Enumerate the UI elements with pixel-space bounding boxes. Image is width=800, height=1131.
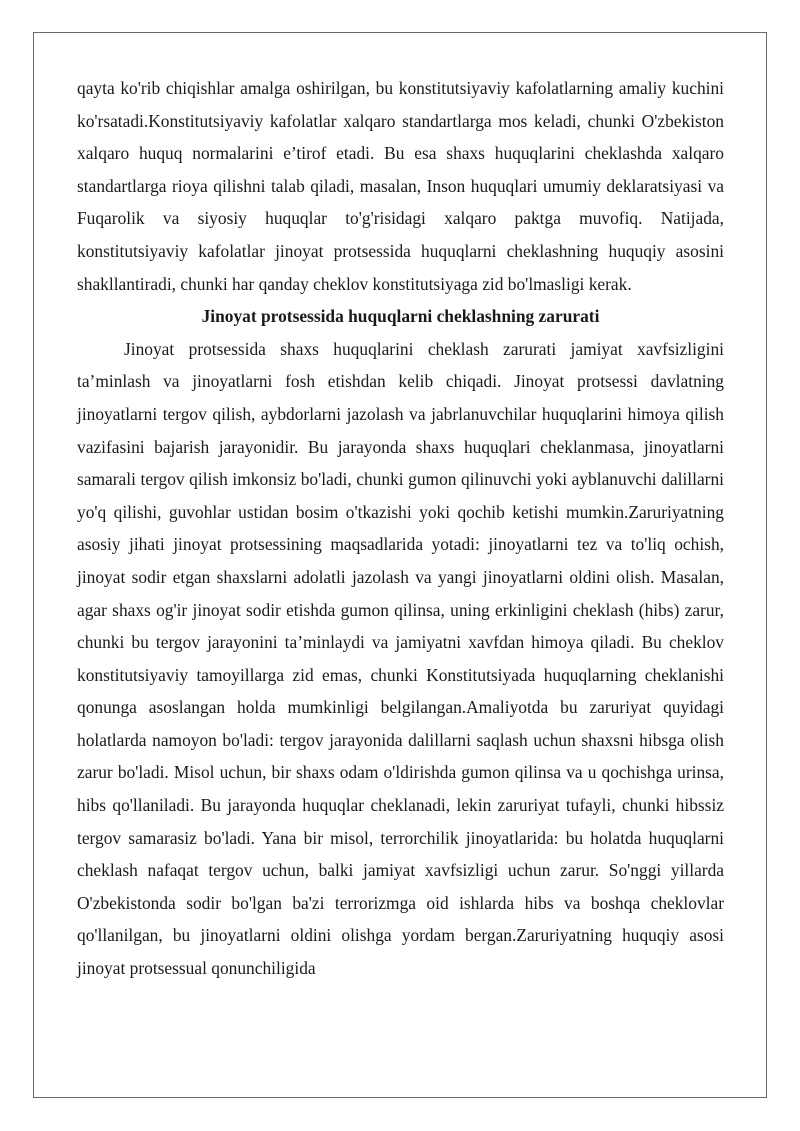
paragraph-constitutional-guarantees: qayta ko'rib chiqishlar amalga oshirilgan, bu konstitutsiyaviy kafolatlarning amaliy kuchini ko'rsatadi.Konstitutsiyaviy kafolatlar xalqaro standartlarga mos keladi, chunki O'zbekiston xalqaro huquq normalarini e’tirof etadi. Bu esa shaxs huquqlarini cheklashda xalqaro standartlarga rioya qilishni talab qiladi, masalan, Inson huquqlari umumiy deklaratsiyasi va Fuqarolik va siyosiy huquqlar to'g'risidagi xalqaro paktga muvofiq. Natijada, konstitutsiyaviy kafolatlar jinoyat protsessida huquqlarni cheklashning huquqiy asosini shakllantiradi, chunki har qanday cheklov konstitutsiyaga zid bo'lmasligi kerak. (77, 78, 724, 294)
document-body (77, 72, 724, 985)
paragraph-necessity-of-restriction: Jinoyat protsessida shaxs huquqlarini cheklash zarurati jamiyat xavfsizligini ta’minlash va jinoyatlarni fosh etishdan kelib chiqadi. Jinoyat protsessi davlatning jinoyatlarni tergov qilish, aybdorlarni jazolash va jabrlanuvchilar huquqlarini himoya qilish vazifasini bajarish jarayonidir. Bu jarayonda shaxs huquqlari cheklanmasa, jinoyatlarni samarali tergov qilish imkonsiz bo'ladi, chunki gumon qilinuvchi yoki ayblanuvchi dalillarni yo'q qilishi, guvohlar ustidan bosim o'tkazishi yoki qochib ketishi mumkin.Zaruriyatning asosiy jihati jinoyat protsessining maqsadlarida yotadi: jinoyatlarni tez va to'liq ochish, jinoyat sodir etgan shaxslarni adolatli jazolash va yangi jinoyatlarni oldini olish. Masalan, agar shaxs og'ir jinoyat sodir etishda gumon qilinsa, uning erkinligini cheklash (hibs) zarur, chunki bu tergov jarayonini ta’minlaydi va jamiyatni xavfdan himoya qiladi. Bu cheklov konstitutsiyaviy tamoyillarga zid emas, chunki Konstitutsiyada huquqlarning cheklanishi qonunga asoslangan holda mumkinligi belgilangan.Amaliyotda bu zaruriyat quyidagi holatlarda namoyon bo'ladi: tergov jarayonida dalillarni saqlash uchun shaxsni hibsga olish zarur bo'ladi. Misol uchun, bir shaxs odam o'ldirishda gumon qilinsa va u qochishga urinsa, hibs qo'llaniladi. Bu jarayonda huquqlar cheklanadi, lekin zaruriyat tufayli, chunki hibssiz tergov samarasiz bo'ladi. Yana bir misol, terrorchilik jinoyatlarida: bu holatda huquqlarni cheklash nafaqat tergov uchun, balki jamiyat xavfsizligi uchun zarur. So'nggi yillarda O'zbekistonda sodir bo'lgan ba'zi terrorizmga oid ishlarda hibs va boshqa cheklovlar qo'llanilgan, bu jinoyatlarni oldini olishga yordam bergan.Zaruriyatning huquqiy asosi jinoyat protsessual qonunchiligida (77, 338, 724, 979)
section-heading: Jinoyat protsessida huquqlarni cheklashning zarurati (201, 306, 600, 327)
